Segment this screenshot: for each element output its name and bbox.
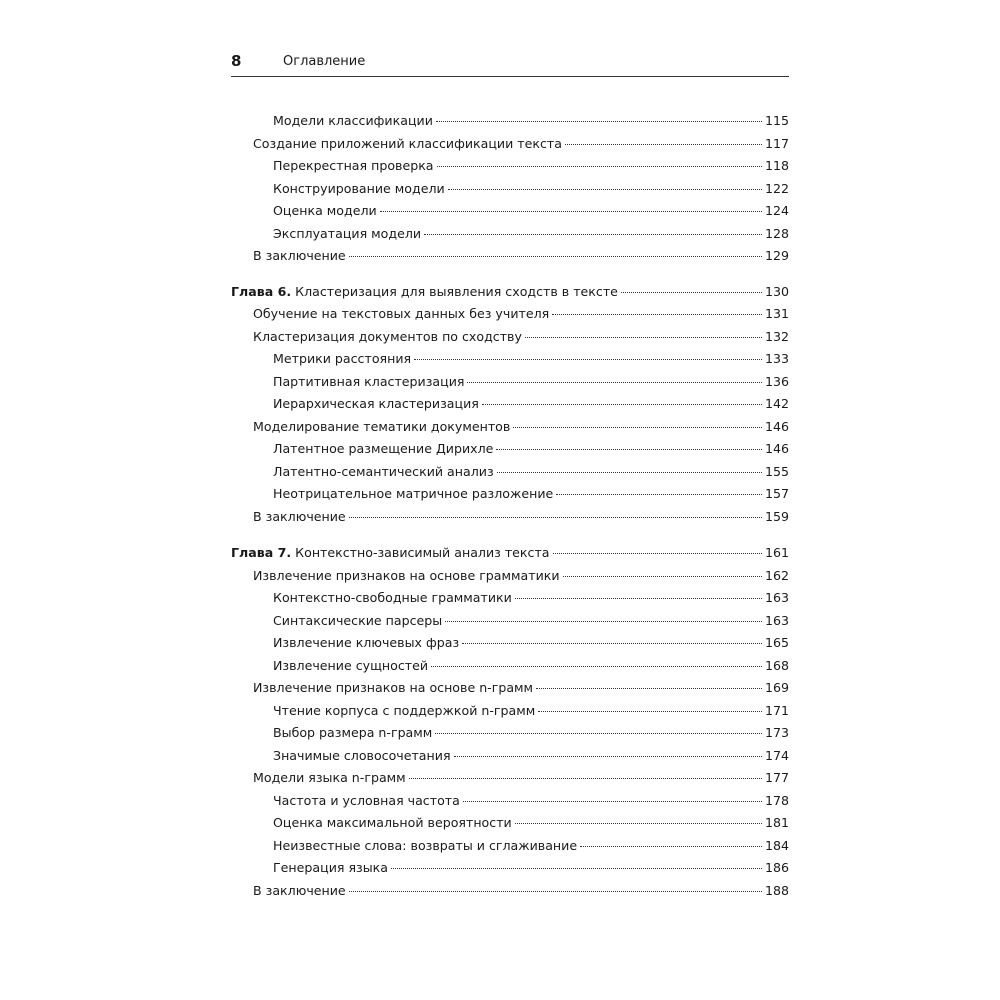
toc-entry <box>273 613 789 633</box>
running-header <box>231 52 789 77</box>
toc-entry <box>273 226 789 246</box>
toc-entry-text: Выбор размера n-грамм <box>273 725 433 740</box>
toc-page-number: 136 <box>764 374 789 389</box>
toc-entry-text: Кластеризация для выявления сходств в тексте <box>295 284 618 299</box>
toc-entry-text: Метрики расстояния <box>273 351 412 366</box>
toc-entry-title <box>253 680 533 695</box>
toc-page-number: 129 <box>764 248 789 263</box>
toc-page-number: 115 <box>764 113 789 128</box>
toc-entry-title <box>273 613 442 628</box>
page-number: 8 <box>231 52 242 70</box>
toc-entry-title <box>273 838 577 853</box>
toc-entry-title <box>253 248 346 263</box>
toc-entry <box>273 396 789 416</box>
dot-leader <box>448 189 762 190</box>
toc-entry <box>253 329 789 349</box>
toc-entry-title <box>273 725 432 740</box>
toc-page-number: 165 <box>764 635 789 650</box>
toc-entry-text: В заключение <box>253 509 346 524</box>
toc-entry-text: Извлечение сущностей <box>273 658 429 673</box>
toc-page-number: 159 <box>764 509 789 524</box>
dot-leader <box>414 359 762 360</box>
toc-entry <box>273 203 789 223</box>
toc-entry-text: Контекстно-зависимый анализ текста <box>295 545 550 560</box>
dot-leader <box>467 382 761 383</box>
toc-page-number: 168 <box>764 658 789 673</box>
toc-entry <box>273 486 789 506</box>
toc-entry-text: Кластеризация документов по сходству <box>253 329 522 344</box>
toc-page-number: 173 <box>764 725 789 740</box>
dot-leader <box>482 404 762 405</box>
toc-entry-title <box>253 136 562 151</box>
toc-page-number: 157 <box>764 486 789 501</box>
toc-entry <box>273 158 789 178</box>
toc-page-number: 169 <box>764 680 789 695</box>
toc-entry <box>253 509 789 529</box>
toc-entry-title <box>273 793 460 808</box>
toc-entry <box>273 725 789 745</box>
toc-entry-text: Создание приложений классификации текста <box>253 136 562 151</box>
toc-entry-title <box>273 396 479 411</box>
toc-page-number: 124 <box>764 203 789 218</box>
toc-entry-text: В заключение <box>253 248 346 263</box>
toc-entry <box>253 248 789 268</box>
toc-page-number: 171 <box>764 703 789 718</box>
toc-entry-title <box>273 635 459 650</box>
toc-entry <box>273 351 789 371</box>
dot-leader <box>538 711 762 712</box>
toc-entry-text: Обучение на текстовых данных без учителя <box>253 306 550 321</box>
toc-entry-title <box>273 351 411 366</box>
toc-page-number: 178 <box>764 793 789 808</box>
dot-leader <box>580 846 762 847</box>
toc-entry-text: Перекрестная проверка <box>273 158 434 173</box>
toc-entry-title <box>273 486 553 501</box>
dot-leader <box>525 337 762 338</box>
toc-entry-title <box>273 441 493 456</box>
toc-entry-title <box>273 590 512 605</box>
toc-entry-text: Контекстно-свободные грамматики <box>273 590 512 605</box>
dot-leader <box>552 314 762 315</box>
toc-entry <box>273 860 789 880</box>
dot-leader <box>349 256 762 257</box>
toc-entry-title <box>231 284 618 299</box>
toc-entry-text: Модели классификации <box>273 113 433 128</box>
toc-chapter-entry <box>231 545 789 565</box>
toc-entry <box>253 419 789 439</box>
toc-page-number: 122 <box>764 181 789 196</box>
toc-entry <box>273 441 789 461</box>
toc-entry <box>273 815 789 835</box>
toc-entry <box>273 374 789 394</box>
toc-entry-title <box>253 306 549 321</box>
toc-entry-title <box>273 226 421 241</box>
dot-leader <box>462 643 762 644</box>
toc-entry-text: Конструирование модели <box>273 181 445 196</box>
toc-page-number: 184 <box>764 838 789 853</box>
dot-leader <box>497 472 762 473</box>
toc-entry-title <box>253 419 510 434</box>
toc-entry-text: Извлечение признаков на основе грамматики <box>253 568 560 583</box>
toc-entry-text: Частота и условная частота <box>273 793 460 808</box>
toc-page-number: 163 <box>764 590 789 605</box>
dot-leader <box>463 801 762 802</box>
dot-leader <box>536 688 762 689</box>
toc-page-number: 142 <box>764 396 789 411</box>
toc-page-number: 181 <box>764 815 789 830</box>
toc-page-number: 133 <box>764 351 789 366</box>
dot-leader <box>515 598 762 599</box>
toc-page-number: 117 <box>764 136 789 151</box>
dot-leader <box>431 666 762 667</box>
toc-entry-text: Моделирование тематики документов <box>253 419 511 434</box>
toc-entry-title <box>253 329 522 344</box>
toc-entry <box>253 883 789 903</box>
toc-entry-text: Извлечение ключевых фраз <box>273 635 460 650</box>
toc-entry-title <box>273 658 428 673</box>
toc-page-number: 161 <box>764 545 789 560</box>
toc-entry <box>253 568 789 588</box>
toc-entry-text: Эксплуатация модели <box>273 226 422 241</box>
toc-entry-text: Чтение корпуса с поддержкой n-грамм <box>273 703 536 718</box>
dot-leader <box>424 234 762 235</box>
toc-entry-title <box>273 158 434 173</box>
toc-page-number: 146 <box>764 419 789 434</box>
toc-entry-text: Оценка модели <box>273 203 377 218</box>
toc-page-number: 130 <box>764 284 789 299</box>
toc-entry <box>273 748 789 768</box>
toc-page-number: 174 <box>764 748 789 763</box>
dot-leader <box>380 211 762 212</box>
toc-entry-text: Латентно-семантический анализ <box>273 464 494 479</box>
dot-leader <box>436 121 762 122</box>
toc-entry-title <box>253 509 346 524</box>
toc-entry-title <box>273 374 464 389</box>
toc-entry <box>273 113 789 133</box>
toc-entry-text: Иерархическая кластеризация <box>273 396 479 411</box>
toc-entry-text: Извлечение признаков на основе n-грамм <box>253 680 534 695</box>
toc-entry <box>253 306 789 326</box>
dot-leader <box>621 292 762 293</box>
toc-page-number: 177 <box>764 770 789 785</box>
dot-leader <box>496 449 762 450</box>
dot-leader <box>349 891 762 892</box>
toc-entry-text: Генерация языка <box>273 860 388 875</box>
toc-page-number: 146 <box>764 441 789 456</box>
toc-entry <box>273 590 789 610</box>
toc-page-number: 132 <box>764 329 789 344</box>
toc-entry-title <box>253 883 346 898</box>
dot-leader <box>435 733 762 734</box>
toc-entry-title <box>273 113 433 128</box>
toc-entry-text: Партитивная кластеризация <box>273 374 465 389</box>
toc-entry-title <box>253 770 406 785</box>
toc-entry <box>253 680 789 700</box>
toc-entry <box>273 464 789 484</box>
dot-leader <box>437 166 762 167</box>
toc-entry <box>273 658 789 678</box>
toc-entry-text: Неизвестные слова: возвраты и сглаживание <box>273 838 578 853</box>
toc-entry <box>273 838 789 858</box>
dot-leader <box>563 576 762 577</box>
toc-entry <box>253 136 789 156</box>
toc-entry-text: В заключение <box>253 883 346 898</box>
toc-entry-text: Значимые словосочетания <box>273 748 451 763</box>
toc-entry-text: Модели языка n-грамм <box>253 770 406 785</box>
toc-page-number: 131 <box>764 306 789 321</box>
toc-entry-text: Неотрицательное матричное разложение <box>273 486 554 501</box>
toc-entry-text: Латентное размещение Дирихле <box>273 441 494 456</box>
toc-page-number: 128 <box>764 226 789 241</box>
dot-leader <box>565 144 762 145</box>
toc-entry-title <box>273 703 535 718</box>
toc-entry-text: Синтаксические парсеры <box>273 613 443 628</box>
toc-entry-title <box>231 545 550 560</box>
toc-page-number: 188 <box>764 883 789 898</box>
toc-entry <box>273 635 789 655</box>
toc-page-number: 118 <box>764 158 789 173</box>
toc-chapter-entry <box>231 284 789 304</box>
chapter-number: Глава 6. <box>231 284 292 299</box>
toc-entry-title <box>273 464 494 479</box>
toc-entry-title <box>273 181 445 196</box>
toc-entry <box>253 770 789 790</box>
toc-page-number: 155 <box>764 464 789 479</box>
toc-entry-title <box>273 203 377 218</box>
toc-entry-title <box>273 815 512 830</box>
dot-leader <box>349 517 762 518</box>
toc-entry-title <box>273 748 451 763</box>
toc-entry <box>273 793 789 813</box>
dot-leader <box>445 621 762 622</box>
dot-leader <box>553 553 762 554</box>
dot-leader <box>454 756 762 757</box>
dot-leader <box>515 823 762 824</box>
toc-page-number: 163 <box>764 613 789 628</box>
toc-page-number: 162 <box>764 568 789 583</box>
toc-entry <box>273 181 789 201</box>
running-title: Оглавление <box>283 54 366 69</box>
toc-entry-text: Оценка максимальной вероятности <box>273 815 512 830</box>
toc-entry-title <box>253 568 560 583</box>
dot-leader <box>409 778 762 779</box>
dot-leader <box>556 494 762 495</box>
chapter-number: Глава 7. <box>231 545 292 560</box>
toc-entry <box>273 703 789 723</box>
dot-leader <box>513 427 762 428</box>
toc-page-number: 186 <box>764 860 789 875</box>
toc-entry-title <box>273 860 388 875</box>
dot-leader <box>391 868 762 869</box>
